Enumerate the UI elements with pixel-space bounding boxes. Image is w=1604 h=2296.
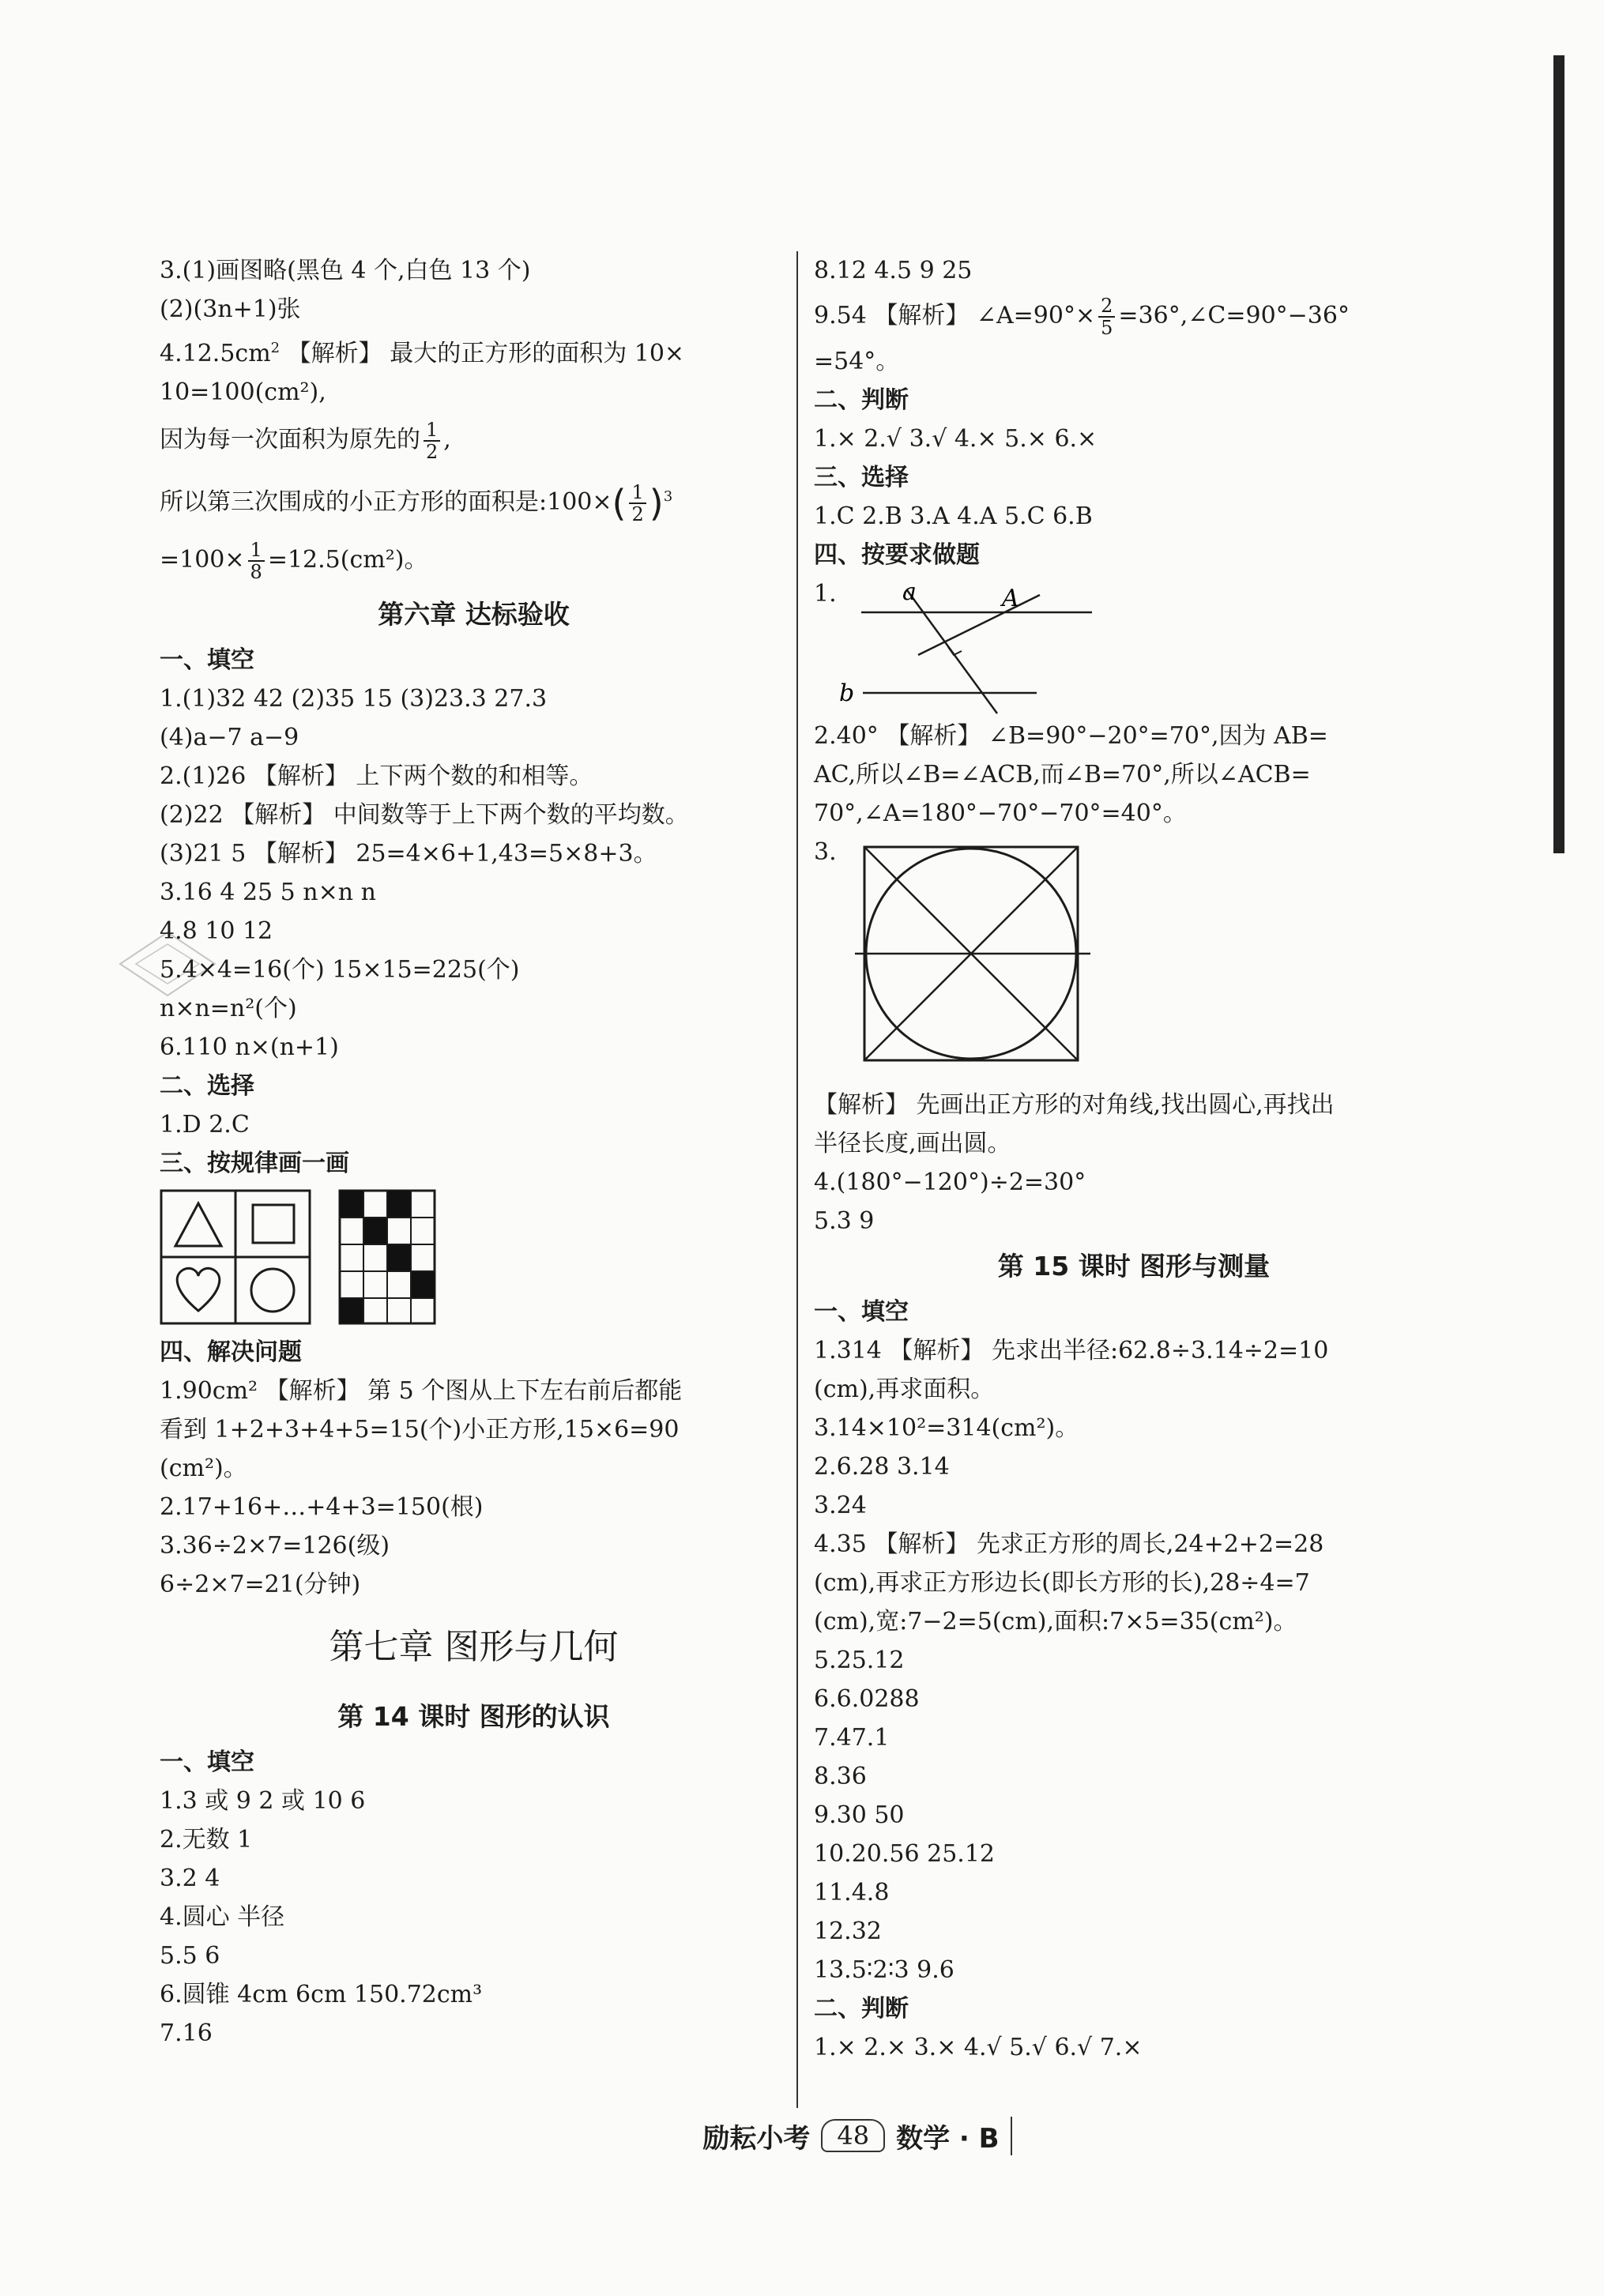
shapes-grid-figure	[160, 1189, 311, 1325]
answer-text: 所以第三次围成的小正方形的面积是:100×	[160, 488, 612, 516]
answer-line: 4.35 【解析】 先求正方形的周长,24+2+2=28	[814, 1530, 1324, 1558]
section-heading: 一、填空	[814, 1298, 909, 1326]
section-heading: 四、解决问题	[160, 1338, 302, 1366]
answer-line: 10=100(cm²),	[160, 378, 326, 406]
answer-line: 6÷2×7=21(分钟)	[160, 1571, 361, 1598]
answer-line: 【解析】 先画出正方形的对角线,找出圆心,再找出	[814, 1091, 1335, 1119]
answer-line: 5.3 9	[814, 1207, 875, 1235]
label-b: b	[839, 679, 855, 707]
lesson14-title: 第 14 课时 图形的认识	[337, 1701, 610, 1732]
answer-text: =100×	[160, 546, 245, 574]
triangle-icon	[175, 1203, 221, 1246]
answer-text: 9.54 【解析】 ∠A=90°×	[814, 302, 1096, 329]
answer-line: 5.25.12	[814, 1647, 905, 1674]
answer-line: 2.6.28 3.14	[814, 1453, 950, 1481]
answer-line: 12.32	[814, 1918, 882, 1945]
answer-line: 5.5 6	[160, 1942, 220, 1970]
answer-line: (2)(3n+1)张	[160, 295, 301, 323]
answer-line: 3.16 4 25 5 n×n n	[160, 879, 376, 906]
square-icon	[253, 1205, 294, 1243]
answer-line: 所以第三次围成的小正方形的面积是:100×( $\frac{1}{2}$ )$^3$	[160, 481, 673, 525]
circle-icon	[251, 1269, 294, 1312]
left-column	[160, 251, 788, 2053]
answer-text: =12.5(cm²)。	[267, 546, 428, 574]
answer-line: 1.× 2.× 3.× 4.√ 5.√ 6.√ 7.×	[814, 2034, 1143, 2061]
answer-line: 4.(180°−120°)÷2=30°	[814, 1169, 1086, 1196]
answer-line: 1.× 2.√ 3.√ 4.× 5.× 6.×	[814, 425, 1098, 453]
answer-line: n×n=n²(个)	[160, 995, 297, 1022]
answer-line: 1.90cm² 【解析】 第 5 个图从上下左右前后都能	[160, 1377, 683, 1405]
answer-line: 2.(1)26 【解析】 上下两个数的和相等。	[160, 762, 593, 790]
answer-line: 2.40° 【解析】 ∠B=90°−20°=70°,因为 AB=	[814, 722, 1328, 750]
chapter6-title: 第六章 达标验收	[378, 599, 570, 630]
answer-line: 6.110 n×(n+1)	[160, 1033, 339, 1061]
circle-in-square-figure	[814, 833, 1146, 1086]
answer-line: (cm),再求正方形边长(即长方形的长),28÷4=7	[814, 1569, 1310, 1597]
answer-line: AC,所以∠B=∠ACB,而∠B=70°,所以∠ACB=	[814, 761, 1311, 789]
fraction: $\frac{1}{2}$	[424, 420, 440, 462]
section-heading: 二、判断	[814, 386, 909, 414]
answer-line: 5.4×4=16(个) 15×15=225(个)	[160, 956, 520, 984]
answer-line: 2.无数 1	[160, 1826, 253, 1854]
answer-line: 70°,∠A=180°−70°−70°=40°。	[814, 800, 1187, 827]
answer-line: 4.8 10 12	[160, 917, 273, 945]
section-heading: 二、选择	[160, 1072, 254, 1100]
footer-brand: 励耘小考	[702, 2122, 811, 2155]
perpendicular-lines-figure	[814, 574, 1146, 717]
lesson15-title: 第 15 课时 图形与测量	[997, 1251, 1271, 1282]
answer-line: 1.3 或 9 2 或 10 6	[160, 1787, 366, 1815]
answer-line: 3.36÷2×7=126(级)	[160, 1532, 390, 1560]
answer-line: 看到 1+2+3+4+5=15(个)小正方形,15×6=90	[160, 1416, 680, 1443]
answer-text: 4.12.5cm	[160, 340, 271, 367]
answer-line	[160, 532, 788, 589]
answer-line: 2.17+16+…+4+3=150(根)	[160, 1493, 484, 1521]
answer-line: 8.36	[814, 1763, 867, 1790]
footer-subject: 数学 · B	[896, 2117, 1012, 2155]
answer-line: 6.6.0288	[814, 1685, 920, 1713]
label-a: a	[902, 578, 917, 606]
answer-line	[814, 290, 1454, 342]
answer-line: =54°。	[814, 348, 900, 375]
answer-line: 3.(1)画图略(黑色 4 个,白色 13 个)	[160, 257, 531, 284]
q3-block	[814, 833, 1454, 1086]
answer-line: $4.12.5cm^2$ 【解析】 最大的正方形的面积为 10×	[160, 340, 685, 367]
answer-line: (cm²)。	[160, 1455, 247, 1482]
answer-line: 3.14×10²=314(cm²)。	[814, 1414, 1079, 1442]
section-heading: 三、按规律画一画	[160, 1150, 349, 1177]
answer-line: 1.314 【解析】 先求出半径:62.8÷3.14÷2=10	[814, 1337, 1329, 1364]
answer-line: 3.2 4	[160, 1865, 220, 1892]
answer-text: 因为每一次面积为原先的	[160, 426, 420, 454]
black-white-grid-figure	[338, 1189, 436, 1325]
fraction: $\frac{2}{5}$	[1098, 295, 1115, 338]
label-A: A	[1002, 585, 1019, 612]
answer-line: 1.D 2.C	[160, 1111, 250, 1139]
answer-line: 1.(1)32 42 (2)35 15 (3)23.3 27.3	[160, 685, 548, 713]
column-divider	[796, 251, 798, 2108]
answer-line: 1.C 2.B 3.A 4.A 5.C 6.B	[814, 502, 1093, 530]
answer-line: 7.47.1	[814, 1724, 890, 1752]
answer-line: (2)22 【解析】 中间数等于上下两个数的平均数。	[160, 801, 689, 829]
fraction: $\frac{1}{8}$	[248, 540, 265, 582]
answer-line: (3)21 5 【解析】 25=4×6+1,43=5×8+3。	[160, 840, 657, 868]
answer-line: 1.	[814, 580, 837, 608]
section-heading: 四、按要求做题	[814, 541, 980, 569]
q1-block	[814, 574, 1454, 717]
answer-line: 半径长度,画出圆。	[814, 1130, 1011, 1157]
answer-line: 8.12 4.5 9 25	[814, 257, 973, 284]
answer-line: 4.圆心 半径	[160, 1903, 285, 1931]
answer-line: (4)a−7 a−9	[160, 724, 299, 751]
page-number: 48	[821, 2119, 885, 2152]
section-heading: 一、填空	[160, 1748, 254, 1776]
answer-line: 6.圆锥 4cm 6cm 150.72cm³	[160, 1981, 483, 2008]
answer-line: 因为每一次面积为原先的 $\frac{1}{2}$ ,	[160, 419, 451, 463]
section-heading: 一、填空	[160, 646, 254, 674]
answer-line: 3.24	[814, 1492, 867, 1519]
pattern-figures	[160, 1183, 788, 1333]
answer-line: 11.4.8	[814, 1879, 890, 1906]
heart-icon	[177, 1268, 220, 1311]
answer-line: 7.16	[160, 2019, 213, 2047]
section-heading: 二、判断	[814, 1995, 909, 2023]
answer-line: 13.5∶2∶3 9.6	[814, 1956, 954, 1984]
answer-line: 9.30 50	[814, 1801, 905, 1829]
right-column	[814, 251, 1454, 2067]
answer-line: 10.20.56 25.12	[814, 1840, 996, 1868]
chapter7-title: 第七章 图形与几何	[329, 1627, 619, 1667]
answer-line: 3.	[814, 838, 837, 866]
answer-line: (cm),宽:7−2=5(cm),面积:7×5=35(cm²)。	[814, 1608, 1297, 1635]
page-edge-bar	[1553, 55, 1564, 853]
answer-text: =36°,∠C=90°−36°	[1118, 302, 1350, 329]
page-footer	[687, 2108, 1027, 2163]
answer-text: 【解析】 最大的正方形的面积为 10×	[287, 340, 685, 367]
section-heading: 三、选择	[814, 464, 909, 491]
fraction: $\frac{1}{2}$	[629, 482, 646, 525]
answer-line: (cm),再求面积。	[814, 1376, 995, 1403]
